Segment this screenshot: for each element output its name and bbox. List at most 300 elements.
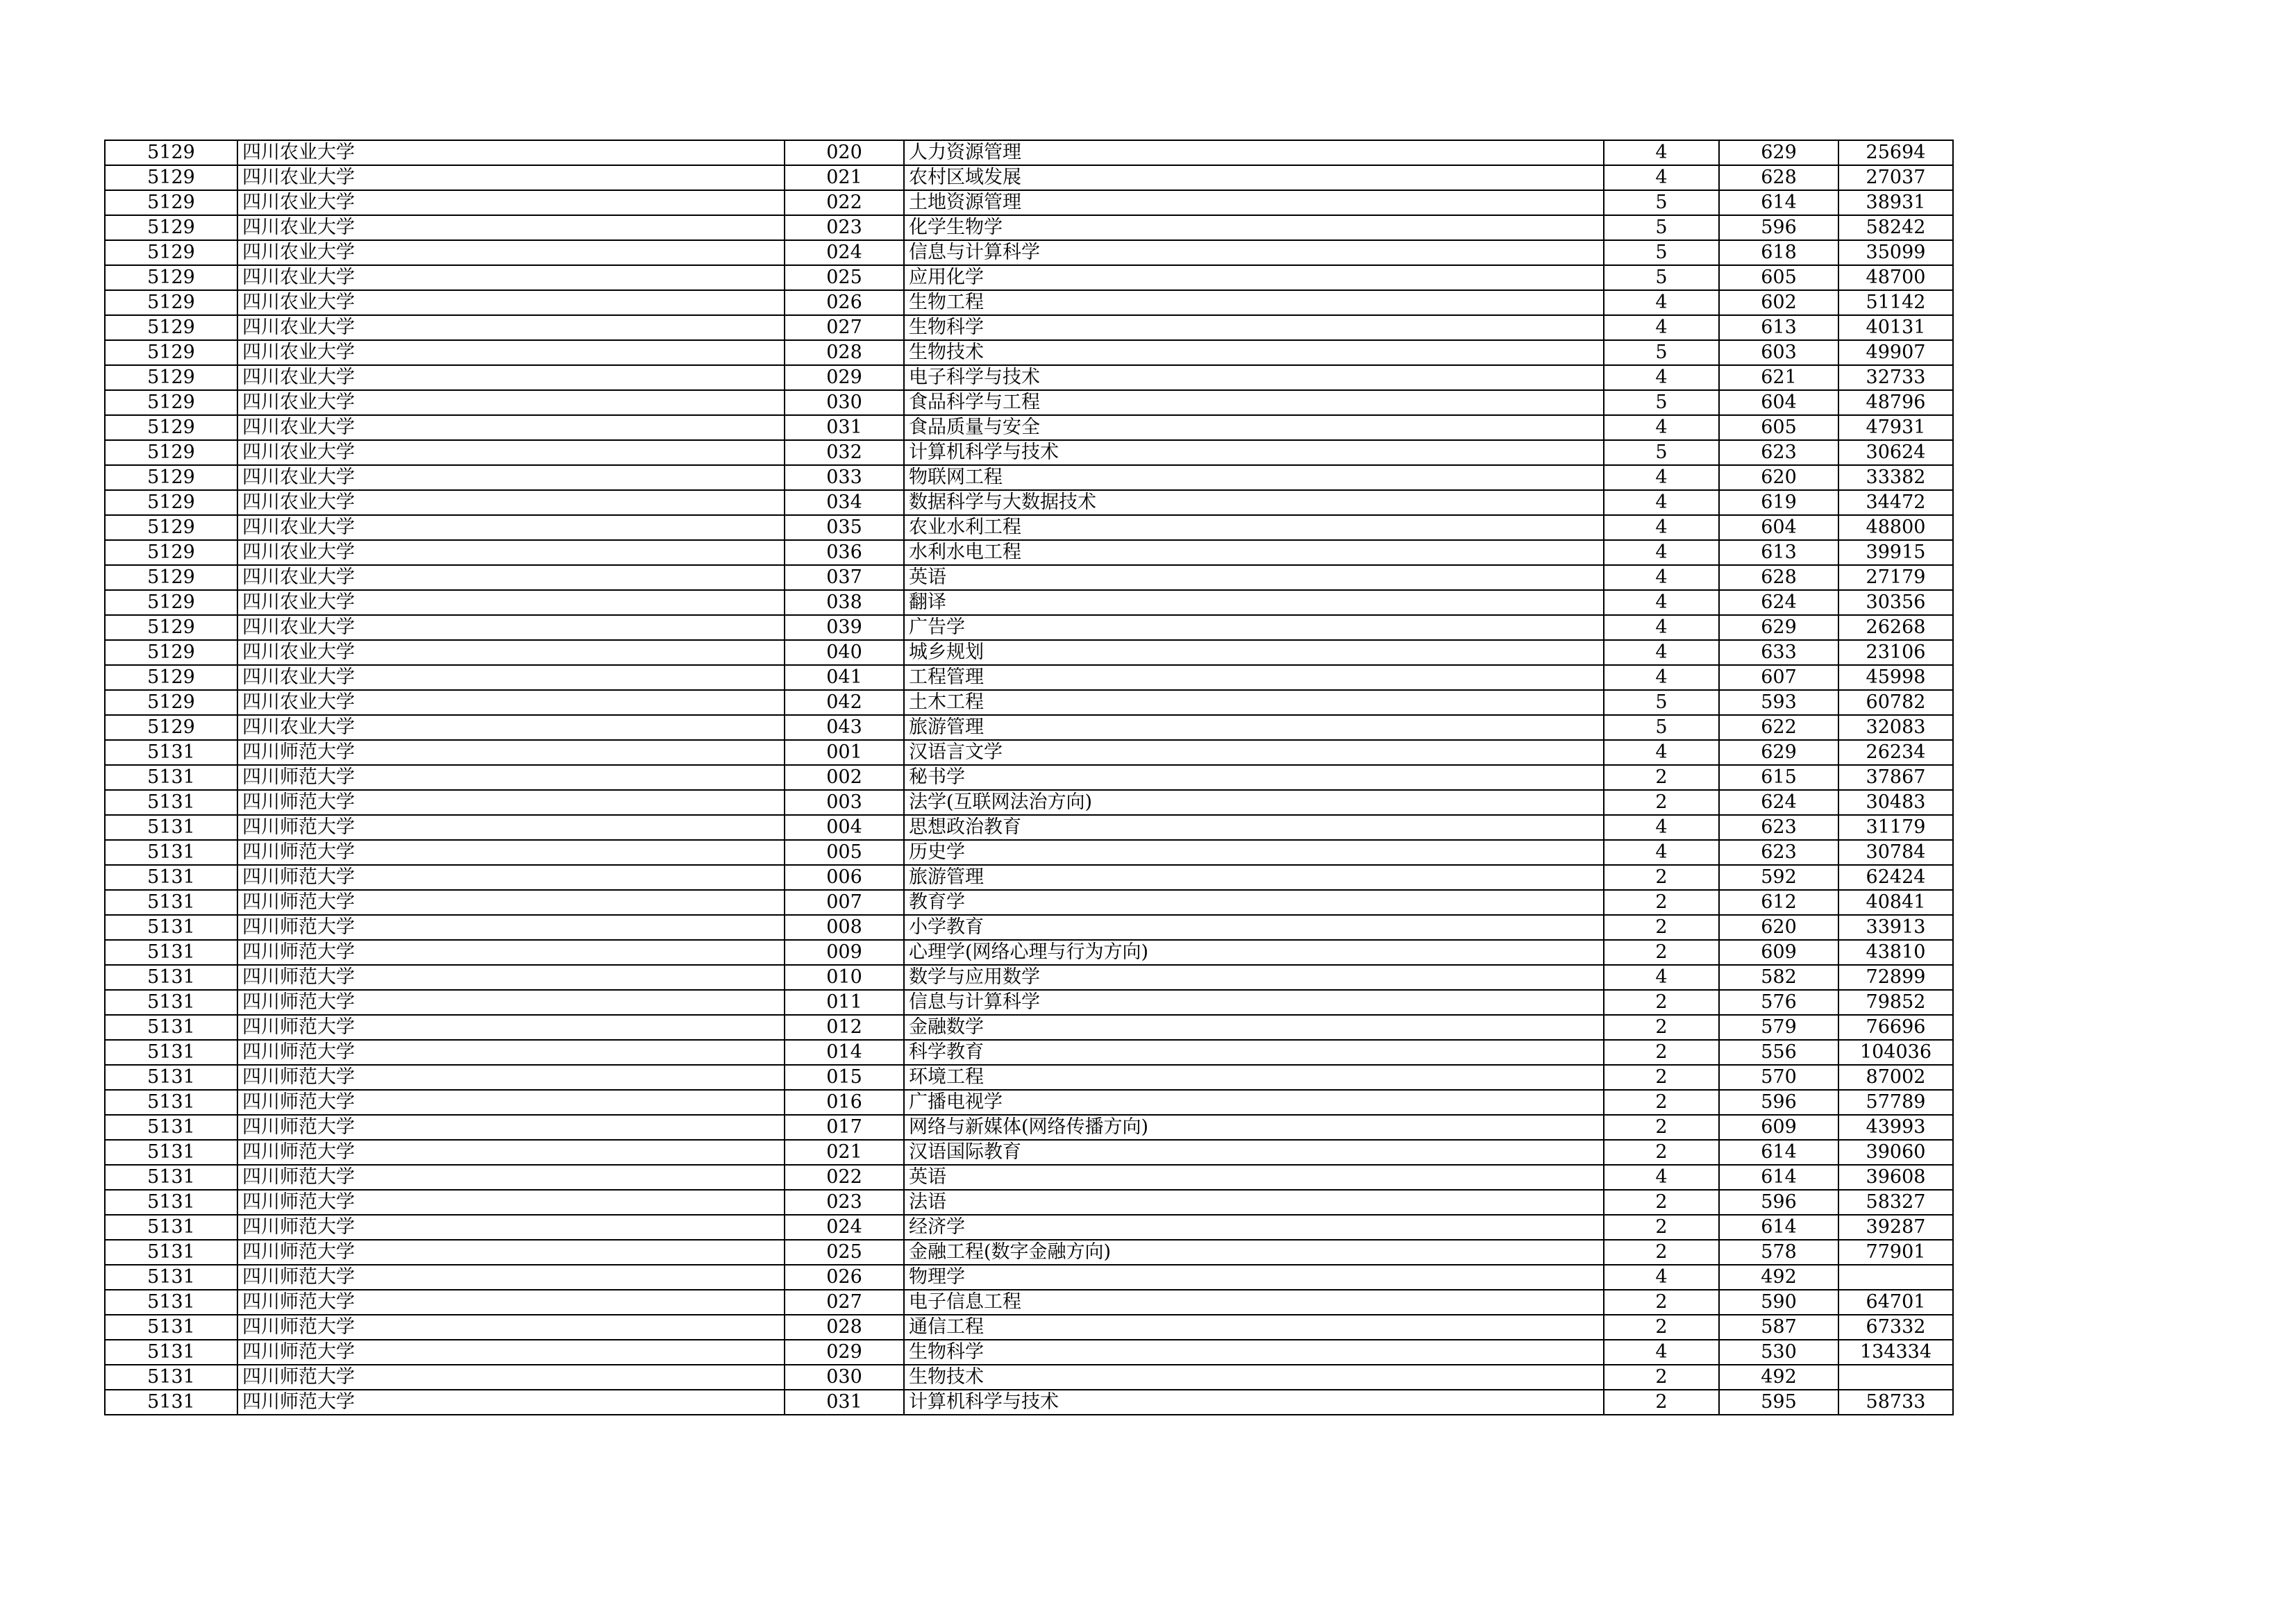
school-code-cell: 5131 (105, 1390, 237, 1415)
major-name-cell: 经济学 (904, 1215, 1604, 1240)
school-code-cell: 5131 (105, 1340, 237, 1365)
school-code-cell: 5131 (105, 1240, 237, 1265)
min-score-cell: 623 (1719, 840, 1838, 865)
min-rank-cell: 47931 (1838, 415, 1953, 440)
plan-count-cell: 2 (1604, 1115, 1719, 1140)
major-code-cell: 001 (785, 740, 904, 765)
major-code-cell: 007 (785, 890, 904, 915)
table-row (105, 665, 1953, 690)
admission-score-table (104, 140, 1954, 1415)
school-name-cell: 四川师范大学 (237, 990, 785, 1015)
plan-count-cell: 5 (1604, 690, 1719, 715)
plan-count-cell: 4 (1604, 965, 1719, 990)
school-name-cell: 四川农业大学 (237, 315, 785, 340)
min-rank-cell: 32083 (1838, 715, 1953, 740)
table-row (105, 640, 1953, 665)
school-name-cell: 四川农业大学 (237, 690, 785, 715)
table-row (105, 490, 1953, 515)
major-code-cell: 029 (785, 365, 904, 390)
major-name-cell: 信息与计算科学 (904, 990, 1604, 1015)
major-name-cell: 信息与计算科学 (904, 240, 1604, 265)
min-score-cell: 578 (1719, 1240, 1838, 1265)
table-body (105, 140, 1953, 1415)
school-code-cell: 5129 (105, 565, 237, 590)
min-score-cell: 623 (1719, 815, 1838, 840)
plan-count-cell: 2 (1604, 915, 1719, 940)
major-code-cell: 035 (785, 515, 904, 540)
school-code-cell: 5129 (105, 315, 237, 340)
school-name-cell: 四川农业大学 (237, 590, 785, 615)
school-code-cell: 5129 (105, 165, 237, 190)
table-row (105, 865, 1953, 890)
major-code-cell: 030 (785, 1365, 904, 1390)
table-row (105, 790, 1953, 815)
table-row (105, 990, 1953, 1015)
school-code-cell: 5129 (105, 540, 237, 565)
min-score-cell: 613 (1719, 540, 1838, 565)
school-code-cell: 5131 (105, 790, 237, 815)
min-rank-cell: 33382 (1838, 465, 1953, 490)
major-name-cell: 物理学 (904, 1265, 1604, 1290)
table-row (105, 690, 1953, 715)
plan-count-cell: 2 (1604, 1040, 1719, 1065)
major-name-cell: 电子信息工程 (904, 1290, 1604, 1315)
major-name-cell: 金融工程(数字金融方向) (904, 1240, 1604, 1265)
major-name-cell: 汉语言文学 (904, 740, 1604, 765)
min-score-cell: 596 (1719, 215, 1838, 240)
major-name-cell: 土地资源管理 (904, 190, 1604, 215)
school-name-cell: 四川师范大学 (237, 815, 785, 840)
school-name-cell: 四川师范大学 (237, 1015, 785, 1040)
school-name-cell: 四川师范大学 (237, 1290, 785, 1315)
major-name-cell: 秘书学 (904, 765, 1604, 790)
major-name-cell: 数学与应用数学 (904, 965, 1604, 990)
school-code-cell: 5129 (105, 690, 237, 715)
min-rank-cell: 43993 (1838, 1115, 1953, 1140)
school-code-cell: 5131 (105, 890, 237, 915)
table-row (105, 815, 1953, 840)
major-code-cell: 022 (785, 1165, 904, 1190)
major-name-cell: 生物技术 (904, 1365, 1604, 1390)
table-row (105, 1315, 1953, 1340)
school-name-cell: 四川农业大学 (237, 615, 785, 640)
plan-count-cell: 2 (1604, 990, 1719, 1015)
table-row (105, 715, 1953, 740)
table-row (105, 915, 1953, 940)
school-name-cell: 四川师范大学 (237, 1215, 785, 1240)
table-row (105, 1115, 1953, 1140)
table-row (105, 1040, 1953, 1065)
plan-count-cell: 5 (1604, 190, 1719, 215)
major-code-cell: 024 (785, 1215, 904, 1240)
school-code-cell: 5131 (105, 815, 237, 840)
major-code-cell: 022 (785, 190, 904, 215)
school-code-cell: 5131 (105, 1290, 237, 1315)
major-name-cell: 计算机科学与技术 (904, 1390, 1604, 1415)
plan-count-cell: 4 (1604, 515, 1719, 540)
school-code-cell: 5129 (105, 265, 237, 290)
major-name-cell: 旅游管理 (904, 865, 1604, 890)
min-rank-cell: 57789 (1838, 1090, 1953, 1115)
school-name-cell: 四川师范大学 (237, 1115, 785, 1140)
plan-count-cell: 2 (1604, 790, 1719, 815)
table-row (105, 215, 1953, 240)
major-name-cell: 土木工程 (904, 690, 1604, 715)
school-name-cell: 四川师范大学 (237, 740, 785, 765)
school-name-cell: 四川农业大学 (237, 365, 785, 390)
table-row (105, 615, 1953, 640)
major-name-cell: 英语 (904, 565, 1604, 590)
major-code-cell: 020 (785, 140, 904, 165)
min-rank-cell: 43810 (1838, 940, 1953, 965)
major-code-cell: 003 (785, 790, 904, 815)
major-code-cell: 023 (785, 1190, 904, 1215)
min-rank-cell: 30784 (1838, 840, 1953, 865)
major-code-cell: 012 (785, 1015, 904, 1040)
school-name-cell: 四川师范大学 (237, 1065, 785, 1090)
plan-count-cell: 2 (1604, 1140, 1719, 1165)
plan-count-cell: 5 (1604, 215, 1719, 240)
major-code-cell: 034 (785, 490, 904, 515)
min-rank-cell: 104036 (1838, 1040, 1953, 1065)
table-row (105, 1340, 1953, 1365)
school-code-cell: 5131 (105, 1165, 237, 1190)
table-row (105, 965, 1953, 990)
school-code-cell: 5129 (105, 665, 237, 690)
school-code-cell: 5129 (105, 415, 237, 440)
plan-count-cell: 4 (1604, 1340, 1719, 1365)
school-code-cell: 5131 (105, 1090, 237, 1115)
min-score-cell: 605 (1719, 265, 1838, 290)
plan-count-cell: 2 (1604, 1315, 1719, 1340)
major-name-cell: 农村区域发展 (904, 165, 1604, 190)
major-code-cell: 011 (785, 990, 904, 1015)
plan-count-cell: 4 (1604, 540, 1719, 565)
school-code-cell: 5129 (105, 190, 237, 215)
plan-count-cell: 4 (1604, 665, 1719, 690)
school-name-cell: 四川农业大学 (237, 215, 785, 240)
major-code-cell: 039 (785, 615, 904, 640)
plan-count-cell: 4 (1604, 1265, 1719, 1290)
school-code-cell: 5131 (105, 1040, 237, 1065)
school-name-cell: 四川师范大学 (237, 915, 785, 940)
min-score-cell: 604 (1719, 390, 1838, 415)
min-score-cell: 607 (1719, 665, 1838, 690)
major-name-cell: 金融数学 (904, 1015, 1604, 1040)
table-row (105, 940, 1953, 965)
major-code-cell: 026 (785, 1265, 904, 1290)
school-code-cell: 5129 (105, 490, 237, 515)
school-name-cell: 四川师范大学 (237, 1315, 785, 1340)
major-code-cell: 042 (785, 690, 904, 715)
major-name-cell: 法学(互联网法治方向) (904, 790, 1604, 815)
major-name-cell: 农业水利工程 (904, 515, 1604, 540)
min-score-cell: 621 (1719, 365, 1838, 390)
school-code-cell: 5131 (105, 915, 237, 940)
table-row (105, 1240, 1953, 1265)
min-rank-cell: 49907 (1838, 340, 1953, 365)
school-name-cell: 四川农业大学 (237, 715, 785, 740)
min-score-cell: 593 (1719, 690, 1838, 715)
school-name-cell: 四川师范大学 (237, 1390, 785, 1415)
major-code-cell: 009 (785, 940, 904, 965)
table-row (105, 1365, 1953, 1390)
plan-count-cell: 4 (1604, 140, 1719, 165)
min-rank-cell: 39060 (1838, 1140, 1953, 1165)
school-code-cell: 5131 (105, 1065, 237, 1090)
plan-count-cell: 4 (1604, 565, 1719, 590)
min-rank-cell: 39287 (1838, 1215, 1953, 1240)
major-code-cell: 025 (785, 265, 904, 290)
major-code-cell: 023 (785, 215, 904, 240)
major-code-cell: 032 (785, 440, 904, 465)
table-row (105, 565, 1953, 590)
min-score-cell: 530 (1719, 1340, 1838, 1365)
school-code-cell: 5131 (105, 740, 237, 765)
plan-count-cell: 5 (1604, 240, 1719, 265)
plan-count-cell: 5 (1604, 340, 1719, 365)
table-row (105, 1390, 1953, 1415)
major-code-cell: 029 (785, 1340, 904, 1365)
major-code-cell: 040 (785, 640, 904, 665)
plan-count-cell: 4 (1604, 615, 1719, 640)
min-rank-cell: 25694 (1838, 140, 1953, 165)
plan-count-cell: 4 (1604, 165, 1719, 190)
table-row (105, 340, 1953, 365)
major-name-cell: 教育学 (904, 890, 1604, 915)
plan-count-cell: 2 (1604, 1290, 1719, 1315)
min-rank-cell: 76696 (1838, 1015, 1953, 1040)
min-rank-cell: 72899 (1838, 965, 1953, 990)
table-row (105, 540, 1953, 565)
major-name-cell: 应用化学 (904, 265, 1604, 290)
major-code-cell: 031 (785, 415, 904, 440)
min-rank-cell: 40841 (1838, 890, 1953, 915)
min-rank-cell: 38931 (1838, 190, 1953, 215)
school-name-cell: 四川农业大学 (237, 390, 785, 415)
plan-count-cell: 4 (1604, 815, 1719, 840)
plan-count-cell: 2 (1604, 1190, 1719, 1215)
major-name-cell: 数据科学与大数据技术 (904, 490, 1604, 515)
min-score-cell: 582 (1719, 965, 1838, 990)
plan-count-cell: 4 (1604, 840, 1719, 865)
major-name-cell: 心理学(网络心理与行为方向) (904, 940, 1604, 965)
min-score-cell: 629 (1719, 740, 1838, 765)
min-score-cell: 609 (1719, 940, 1838, 965)
min-rank-cell: 58733 (1838, 1390, 1953, 1415)
min-score-cell: 605 (1719, 415, 1838, 440)
min-score-cell: 624 (1719, 590, 1838, 615)
table-row (105, 415, 1953, 440)
table-row (105, 465, 1953, 490)
min-score-cell: 595 (1719, 1390, 1838, 1415)
school-name-cell: 四川农业大学 (237, 290, 785, 315)
major-name-cell: 小学教育 (904, 915, 1604, 940)
min-score-cell: 612 (1719, 890, 1838, 915)
school-code-cell: 5131 (105, 1115, 237, 1140)
major-code-cell: 017 (785, 1115, 904, 1140)
plan-count-cell: 4 (1604, 490, 1719, 515)
school-code-cell: 5129 (105, 215, 237, 240)
school-code-cell: 5131 (105, 1315, 237, 1340)
plan-count-cell: 4 (1604, 465, 1719, 490)
school-name-cell: 四川师范大学 (237, 1040, 785, 1065)
school-name-cell: 四川农业大学 (237, 340, 785, 365)
min-rank-cell: 27037 (1838, 165, 1953, 190)
major-code-cell: 028 (785, 1315, 904, 1340)
plan-count-cell: 2 (1604, 865, 1719, 890)
major-code-cell: 043 (785, 715, 904, 740)
major-name-cell: 城乡规划 (904, 640, 1604, 665)
table-row (105, 590, 1953, 615)
min-rank-cell: 87002 (1838, 1065, 1953, 1090)
school-name-cell: 四川师范大学 (237, 1340, 785, 1365)
plan-count-cell: 4 (1604, 640, 1719, 665)
major-code-cell: 008 (785, 915, 904, 940)
plan-count-cell: 4 (1604, 365, 1719, 390)
school-code-cell: 5129 (105, 240, 237, 265)
plan-count-cell: 5 (1604, 390, 1719, 415)
plan-count-cell: 4 (1604, 740, 1719, 765)
min-score-cell: 620 (1719, 915, 1838, 940)
school-name-cell: 四川师范大学 (237, 965, 785, 990)
school-name-cell: 四川农业大学 (237, 465, 785, 490)
school-name-cell: 四川师范大学 (237, 890, 785, 915)
major-name-cell: 广告学 (904, 615, 1604, 640)
major-name-cell: 网络与新媒体(网络传播方向) (904, 1115, 1604, 1140)
major-code-cell: 010 (785, 965, 904, 990)
major-name-cell: 历史学 (904, 840, 1604, 865)
major-code-cell: 025 (785, 1240, 904, 1265)
school-name-cell: 四川师范大学 (237, 1240, 785, 1265)
min-rank-cell: 34472 (1838, 490, 1953, 515)
min-rank-cell: 58242 (1838, 215, 1953, 240)
min-score-cell: 619 (1719, 490, 1838, 515)
min-rank-cell: 40131 (1838, 315, 1953, 340)
table-row (105, 240, 1953, 265)
plan-count-cell: 4 (1604, 415, 1719, 440)
school-code-cell: 5131 (105, 990, 237, 1015)
min-rank-cell: 33913 (1838, 915, 1953, 940)
major-name-cell: 生物科学 (904, 1340, 1604, 1365)
major-name-cell: 工程管理 (904, 665, 1604, 690)
major-code-cell: 016 (785, 1090, 904, 1115)
major-name-cell: 食品科学与工程 (904, 390, 1604, 415)
school-code-cell: 5131 (105, 1190, 237, 1215)
min-rank-cell: 45998 (1838, 665, 1953, 690)
table-row (105, 765, 1953, 790)
school-code-cell: 5131 (105, 1265, 237, 1290)
major-name-cell: 科学教育 (904, 1040, 1604, 1065)
major-name-cell: 生物工程 (904, 290, 1604, 315)
min-score-cell: 596 (1719, 1090, 1838, 1115)
plan-count-cell: 2 (1604, 1090, 1719, 1115)
table-row (105, 1015, 1953, 1040)
min-score-cell: 590 (1719, 1290, 1838, 1315)
school-code-cell: 5129 (105, 365, 237, 390)
min-rank-cell: 23106 (1838, 640, 1953, 665)
min-rank-cell: 37867 (1838, 765, 1953, 790)
school-name-cell: 四川师范大学 (237, 865, 785, 890)
table-row (105, 440, 1953, 465)
plan-count-cell: 5 (1604, 265, 1719, 290)
min-rank-cell: 77901 (1838, 1240, 1953, 1265)
min-score-cell: 618 (1719, 240, 1838, 265)
school-code-cell: 5131 (105, 1015, 237, 1040)
school-name-cell: 四川农业大学 (237, 515, 785, 540)
school-name-cell: 四川农业大学 (237, 140, 785, 165)
min-score-cell: 579 (1719, 1015, 1838, 1040)
major-name-cell: 思想政治教育 (904, 815, 1604, 840)
major-name-cell: 人力资源管理 (904, 140, 1604, 165)
table-row (105, 265, 1953, 290)
min-rank-cell: 30624 (1838, 440, 1953, 465)
table-row (105, 890, 1953, 915)
table-row (105, 1165, 1953, 1190)
school-name-cell: 四川师范大学 (237, 1090, 785, 1115)
plan-count-cell: 5 (1604, 715, 1719, 740)
school-name-cell: 四川农业大学 (237, 440, 785, 465)
school-code-cell: 5129 (105, 715, 237, 740)
min-score-cell: 613 (1719, 315, 1838, 340)
plan-count-cell: 2 (1604, 1015, 1719, 1040)
min-rank-cell (1838, 1265, 1953, 1290)
min-score-cell: 620 (1719, 465, 1838, 490)
table-row (105, 365, 1953, 390)
major-name-cell: 法语 (904, 1190, 1604, 1215)
major-name-cell: 环境工程 (904, 1065, 1604, 1090)
school-code-cell: 5131 (105, 940, 237, 965)
min-score-cell: 609 (1719, 1115, 1838, 1140)
min-rank-cell: 30483 (1838, 790, 1953, 815)
min-rank-cell: 30356 (1838, 590, 1953, 615)
min-score-cell: 614 (1719, 1215, 1838, 1240)
major-name-cell: 英语 (904, 1165, 1604, 1190)
min-rank-cell: 134334 (1838, 1340, 1953, 1365)
table-row (105, 1265, 1953, 1290)
min-score-cell: 592 (1719, 865, 1838, 890)
min-score-cell: 614 (1719, 1140, 1838, 1165)
school-name-cell: 四川农业大学 (237, 190, 785, 215)
min-rank-cell: 39608 (1838, 1165, 1953, 1190)
plan-count-cell: 2 (1604, 890, 1719, 915)
major-name-cell: 电子科学与技术 (904, 365, 1604, 390)
plan-count-cell: 2 (1604, 1240, 1719, 1265)
school-code-cell: 5129 (105, 390, 237, 415)
min-rank-cell: 31179 (1838, 815, 1953, 840)
school-name-cell: 四川师范大学 (237, 1365, 785, 1390)
table-row (105, 1290, 1953, 1315)
major-code-cell: 021 (785, 165, 904, 190)
school-code-cell: 5131 (105, 1215, 237, 1240)
min-rank-cell: 26268 (1838, 615, 1953, 640)
table-row (105, 165, 1953, 190)
min-score-cell: 596 (1719, 1190, 1838, 1215)
major-code-cell: 005 (785, 840, 904, 865)
min-rank-cell: 48796 (1838, 390, 1953, 415)
school-code-cell: 5131 (105, 865, 237, 890)
min-rank-cell: 58327 (1838, 1190, 1953, 1215)
major-name-cell: 汉语国际教育 (904, 1140, 1604, 1165)
school-code-cell: 5129 (105, 440, 237, 465)
school-name-cell: 四川农业大学 (237, 540, 785, 565)
min-score-cell: 633 (1719, 640, 1838, 665)
major-name-cell: 翻译 (904, 590, 1604, 615)
min-score-cell: 614 (1719, 190, 1838, 215)
plan-count-cell: 4 (1604, 1165, 1719, 1190)
min-rank-cell: 27179 (1838, 565, 1953, 590)
table-row (105, 515, 1953, 540)
